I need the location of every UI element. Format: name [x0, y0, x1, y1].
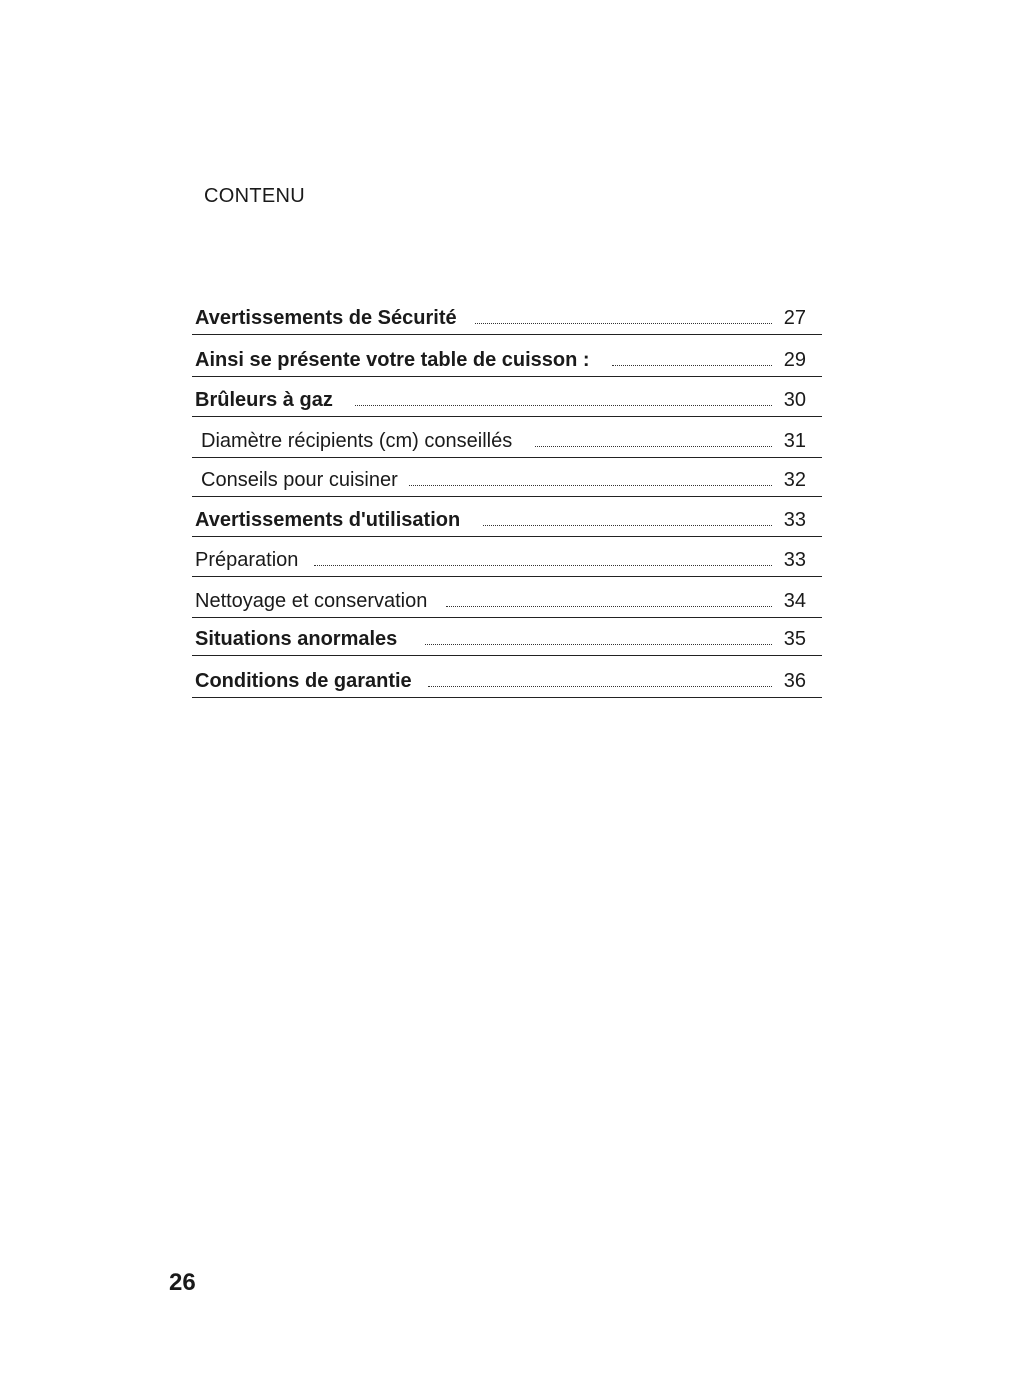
toc-entry-conseils-pour-cuisiner[interactable] [192, 456, 822, 497]
toc-entry-avertissements-securite[interactable] [192, 294, 822, 335]
page-number: 26 [169, 1269, 196, 1296]
toc-entry-preparation[interactable] [192, 536, 822, 577]
toc-entry-page: 32 [783, 469, 806, 491]
toc-entry-label: Brûleurs à gaz [195, 389, 333, 411]
toc-entry-table-de-cuisson[interactable] [192, 336, 822, 377]
dot-leader [425, 644, 772, 645]
dot-leader [535, 446, 772, 447]
toc-entry-page: 33 [783, 509, 806, 531]
toc-entry-label: Préparation [195, 549, 299, 571]
toc-entry-avertissements-utilisation[interactable] [192, 496, 822, 537]
page-heading: CONTENU [204, 185, 305, 207]
dot-leader [446, 606, 772, 607]
toc-entry-bruleurs-a-gaz[interactable] [192, 376, 822, 417]
toc-entry-label: Conditions de garantie [195, 670, 412, 692]
toc-entry-page: 35 [783, 628, 806, 650]
toc-entry-label: Diamètre récipients (cm) conseillés [201, 430, 513, 452]
toc-entry-label: Situations anormales [195, 628, 398, 650]
toc-entry-label: Ainsi se présente votre table de cuisson : [195, 349, 590, 371]
dot-leader [409, 485, 772, 486]
dot-leader [612, 365, 772, 366]
toc-entry-label: Avertissements de Sécurité [195, 307, 457, 329]
toc-entry-label: Conseils pour cuisiner [201, 469, 398, 491]
toc-entry-diametre-recipients[interactable] [192, 417, 822, 458]
toc-entry-label: Nettoyage et conservation [195, 590, 428, 612]
dot-leader [355, 405, 772, 406]
toc-entry-nettoyage-conservation[interactable] [192, 577, 822, 618]
toc-entry-situations-anormales[interactable] [192, 615, 822, 656]
toc-entry-conditions-garantie[interactable] [192, 657, 822, 698]
dot-leader [475, 323, 772, 324]
toc-entry-page: 30 [783, 389, 806, 411]
toc-entry-page: 31 [783, 430, 806, 452]
toc-entry-page: 29 [783, 349, 806, 371]
toc-entry-page: 36 [783, 670, 806, 692]
dot-leader [314, 565, 772, 566]
toc-entry-page: 27 [783, 307, 806, 329]
toc-entry-page: 33 [783, 549, 806, 571]
dot-leader [483, 525, 772, 526]
toc-entry-page: 34 [783, 590, 806, 612]
dot-leader [428, 686, 772, 687]
toc-entry-label: Avertissements d'utilisation [195, 509, 461, 531]
